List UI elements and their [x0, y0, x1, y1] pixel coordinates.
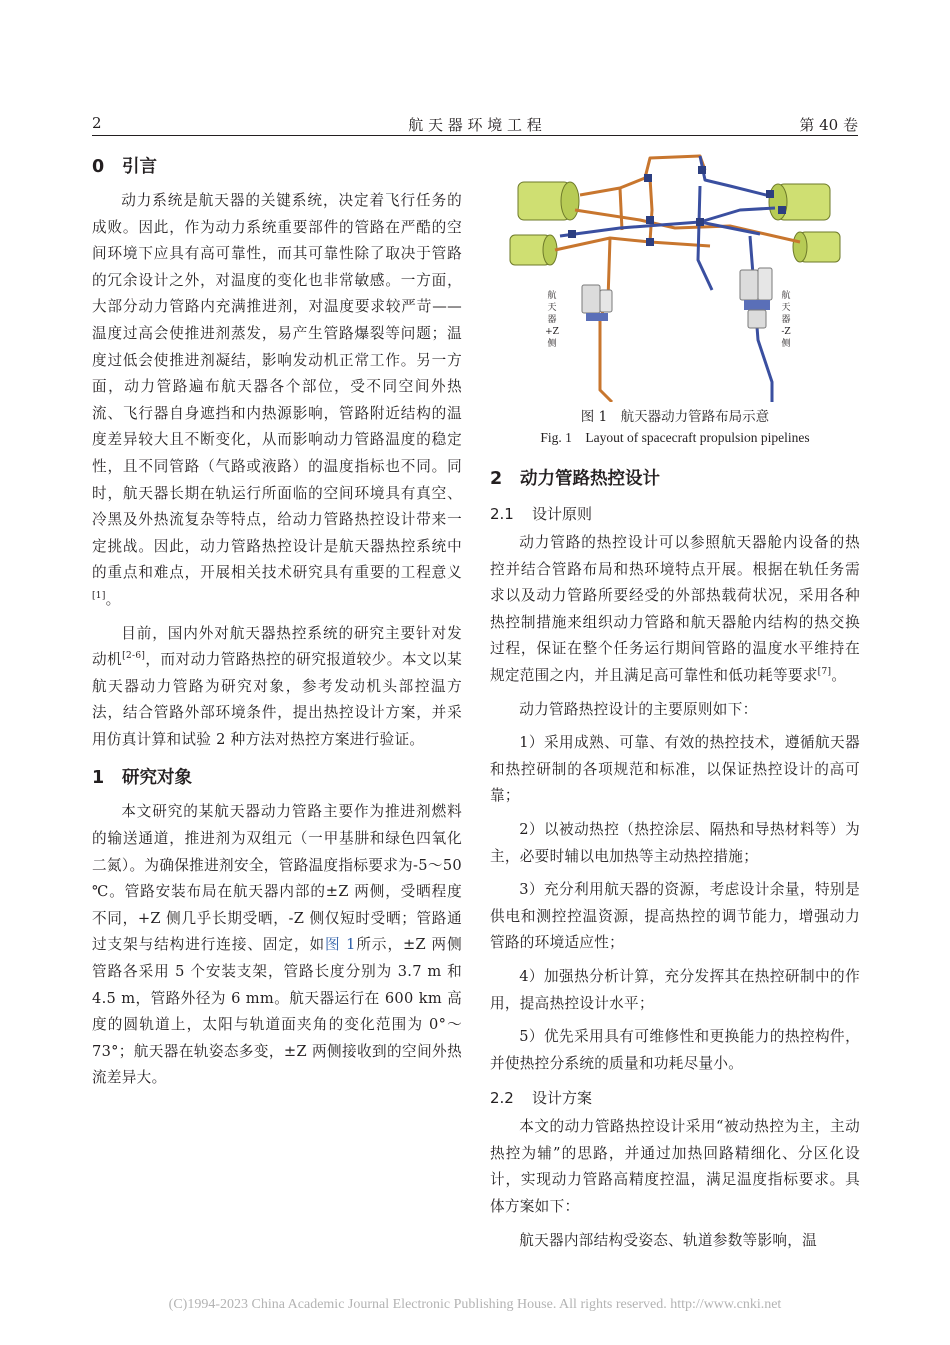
paragraph-text: ，而对动力管路热控的研究报道较少。本文以某航天器动力管路为研究对象，参考发动机头部控温方法，结合管路外部环境条件，提出热控设计方案，并采用仿真计算和试验 2 种方法对热控方案进行验证。: [92, 651, 462, 748]
intro-paragraph-1: [92, 188, 462, 614]
section-2-heading: [490, 464, 860, 494]
principle-item: 2）以被动热控（热控涂层、隔热和导热材料等）为主，必要时辅以电加热等主动热控措施；: [490, 820, 860, 865]
pipeline-diagram: [500, 150, 846, 402]
copyright-footer: (C)1994-2023 China Academic Journal Electronic Publishing House. All rights reserved. http://www.cnki.net: [168, 1297, 782, 1312]
right-column: [490, 462, 860, 1261]
label-char: 天: [781, 303, 791, 313]
label-char: 天: [547, 303, 557, 313]
figure-caption-en: Fig. 1 Layout of spacecraft propulsion pipelines: [540, 430, 810, 445]
valve-cluster-right: [740, 268, 772, 328]
citation[interactable]: [7]: [817, 666, 832, 677]
section-1-heading: [92, 763, 462, 793]
section-number: 2.1: [490, 505, 514, 523]
label-minus-z-side: [781, 289, 790, 349]
principle-item: 4）加强热分析计算，充分发挥其在热控研制中的作用，提高热控设计水平；: [490, 967, 860, 1012]
section-number: 2: [490, 469, 503, 489]
section-2-2-heading: [490, 1084, 860, 1112]
valve-cluster-left: [582, 285, 612, 321]
paragraph-end: 。: [105, 590, 121, 608]
label-plus-z-side: [545, 289, 559, 349]
header-rule: [92, 135, 858, 136]
tank-top-left: [518, 182, 579, 220]
principle-item: 5）优先采用具有可维修性和更换能力的热控构件，并使热控分系统的质量和功耗尽量小。: [490, 1028, 860, 1072]
citation[interactable]: [1]: [92, 590, 106, 601]
figure-link[interactable]: 图 1: [325, 936, 356, 954]
label-char: 器: [547, 315, 557, 325]
citation[interactable]: [2-6]: [122, 651, 146, 662]
label-char: 航: [547, 291, 557, 301]
label-char: 侧: [781, 339, 791, 349]
label-char: 器: [781, 315, 791, 325]
paragraph-text: 动力管路的热控设计可以参照航天器舱内设备的热控并结合管路布局和热环境特点开展。根据在轨任务需求以及动力管路所要经受的外部热载荷状况，采用各种热控制措施来组织动力管路和航天器舱内结构的热交换过程，保证在整个任务运行期间管路的温度水平维持在规定范围之内，并且满足高可靠性和低功耗等要求: [490, 534, 860, 684]
left-column: [92, 150, 462, 1099]
propulsion-pipeline-figure: [500, 150, 846, 402]
section-number: 0: [92, 157, 105, 177]
principle-item: 1）采用成熟、可靠、有效的热控技术，遵循航天器和热控研制的各项规范和标准，以保证热控设计的高可靠；: [490, 734, 860, 805]
scheme-paragraph-1: 本文的动力管路热控设计采用“被动热控为主，主动热控为辅”的思路，并通过加热回路精细化、分区化设计，实现动力管路高精度控温，满足温度指标要求。具体方案如下：: [490, 1118, 860, 1216]
section-title: 设计原则: [532, 505, 593, 523]
label-char: 航: [781, 291, 791, 301]
section-title: 引言: [122, 157, 157, 177]
section-number: 1: [92, 768, 105, 789]
tank-mid-right: [793, 232, 840, 262]
tank-mid-left: [510, 235, 557, 265]
page-number: 2: [92, 114, 102, 132]
scheme-paragraph-2: 航天器内部结构受姿态、轨道参数等影响，温: [519, 1231, 818, 1249]
label-char: -Z: [781, 327, 791, 337]
section-title: 研究对象: [122, 768, 192, 789]
label-char: +Z: [545, 327, 559, 337]
volume-label: 第 40 卷: [799, 116, 858, 134]
journal-title: 航 天 器 环 境 工 程: [408, 116, 542, 134]
object-paragraph-1: [92, 799, 462, 1092]
principles-paragraph-1: [490, 530, 860, 690]
section-0-heading: [92, 152, 462, 182]
paragraph-text: 动力系统是航天器的关键系统，决定着飞行任务的成败。因此，作为动力系统重要部件的管路在严酷的空间环境下应具有高可靠性，而其可靠性除了取决于管路的冗余设计之外，对温度的变化也非常敏感。一方面，大部分动力管路内充满推进剂，对温度要求较严苛——温度过高会使推进剂蒸发，易产生管路爆裂等问题；温度过低会使推进剂凝结，影响发动机正常工作。另一方面，动力管路遍布航天器各个部位，受不同空间外热流、飞行器自身遮挡和内热源影响，管路附近结构的温度差异较大且不断变化，从而影响动力管路温度的稳定性，且不同管路（气路或液路）的温度指标也不同。同时，航天器长期在轨运行所面临的空间环境具有真空、冷黑及外热流复杂等特点，给动力管路热控设计带来一定挑战。因此，动力管路热控设计是航天器热控系统中的重点和难点，开展相关技术研究具有重要的工程意义: [92, 192, 462, 582]
principles-paragraph-2: 动力管路热控设计的主要原则如下：: [519, 700, 758, 718]
tank-top-right: [769, 184, 830, 220]
paragraph-text: 本文研究的某航天器动力管路主要作为推进剂燃料的输送通道，推进剂为双组元（一甲基肼和绿色四氧化二氮）。为确保推进剂安全，管路温度指标要求为-5～50 ℃。管路安装布局在航天器内部的±Z 两侧，受晒程度不同，+Z 侧几乎长期受晒，-Z 侧仅短时受晒；管路通过支架与结构进行连接、固定，如: [92, 803, 462, 954]
intro-paragraph-2: [92, 621, 462, 754]
section-number: 2.2: [490, 1089, 514, 1108]
figure-caption-cn: 图 1 航天器动力管路布局示意: [580, 409, 770, 425]
paragraph-end: 。: [831, 666, 847, 684]
section-2-1-heading: [490, 500, 860, 528]
label-char: 侧: [547, 339, 557, 349]
paragraph-text: 所示，±Z 两侧管路各采用 5 个安装支架，管路长度分别为 3.7 m 和 4.5 m，管路外径为 6 mm。航天器运行在 600 km 高度的圆轨道上，太阳与轨道面夹角的变化范围为 0°～73°；航天器在轨姿态多变，±Z 两侧接收到的空间外热流差异大。: [92, 936, 462, 1087]
section-title: 动力管路热控设计: [520, 469, 660, 489]
principle-item: 3）充分利用航天器的资源，考虑设计余量，特别是供电和测控控温资源，提高热控的调节能力，增强动力管路的环境适应性；: [490, 881, 860, 952]
paragraph-text: 目前，国内外对航天器热控系统的研究主要针对发动机: [92, 624, 462, 669]
section-title: 设计方案: [532, 1089, 593, 1108]
